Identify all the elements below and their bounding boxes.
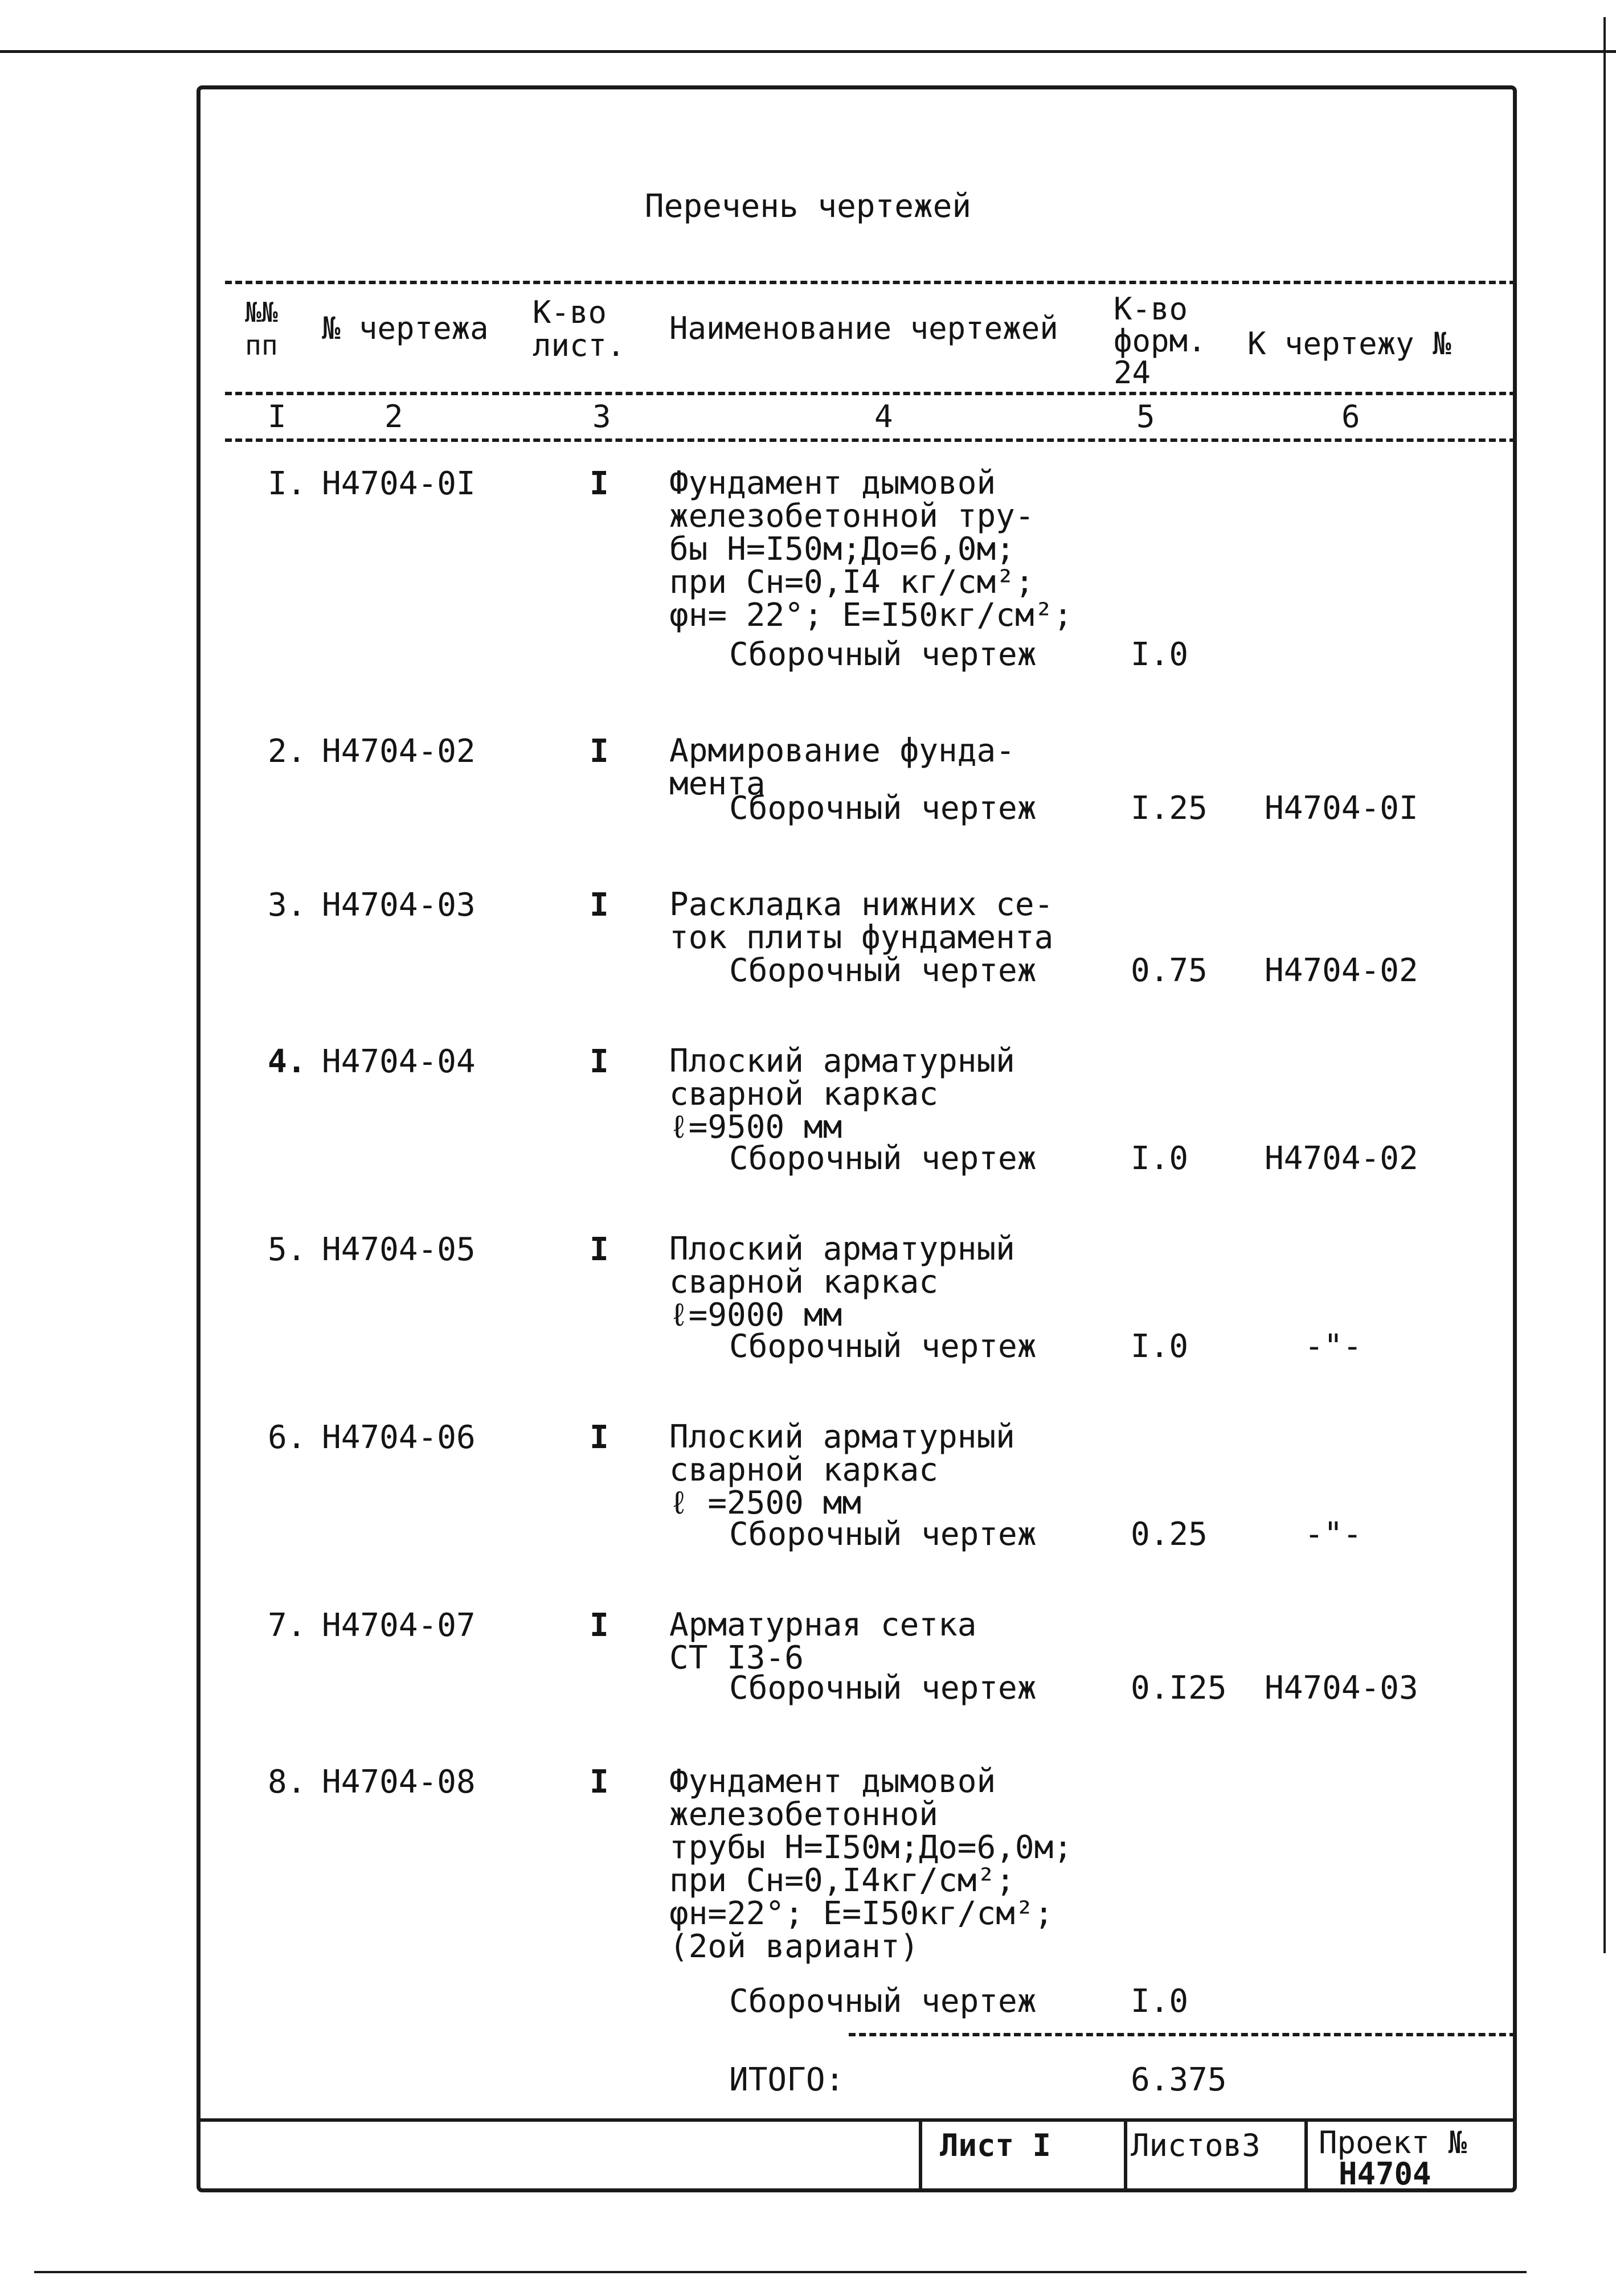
entry-number: I. xyxy=(268,465,306,502)
entry-format-count: I.25 xyxy=(1131,790,1208,827)
header-rule-bottom xyxy=(225,438,1516,442)
entry-sheet-count: I xyxy=(590,1607,609,1644)
entry-assembly-label: Сборочный чертеж xyxy=(729,952,1037,989)
entry-number: 5. xyxy=(268,1231,306,1268)
entry-assembly-label: Сборочный чертеж xyxy=(729,1983,1037,2020)
entry-drawing-name: Армирование фунда- мента xyxy=(669,732,1015,802)
stamp-project-code: Н4704 xyxy=(1339,2156,1431,2192)
entry-sheet-count: I xyxy=(590,1043,609,1080)
entry-assembly-label: Сборочный чертеж xyxy=(729,1670,1037,1707)
entry-assembly-label: Сборочный чертеж xyxy=(729,790,1037,827)
entry-drawing-code: Н4704-02 xyxy=(322,733,476,770)
column-number-4: 4 xyxy=(874,399,893,434)
entry-format-count: I.0 xyxy=(1131,636,1189,673)
entry-drawing-code: Н4704-06 xyxy=(322,1419,476,1456)
entry-reference: -"- xyxy=(1304,1328,1363,1365)
entry-sheet-count: I xyxy=(590,465,609,502)
entry-sheet-count: I xyxy=(590,1419,609,1456)
entry-number: 8. xyxy=(268,1764,306,1801)
entry-sheet-count: I xyxy=(590,1764,609,1801)
header-rule-top xyxy=(225,281,1516,284)
entry-number: 4. xyxy=(268,1043,306,1080)
entry-drawing-code: Н4704-03 xyxy=(322,887,476,924)
entry-format-count: I.0 xyxy=(1131,1983,1189,2020)
entry-format-count: 0.I25 xyxy=(1131,1670,1227,1707)
entry-reference: Н4704-0I xyxy=(1265,790,1418,827)
entry-assembly-label: Сборочный чертеж xyxy=(729,1328,1037,1365)
entry-drawing-name: Фундамент дымовой железобетонной тру- бы Н=I50м;До=6,0м; при Сн=0,I4 кг/см²; φн= 22°; Е=I50кг/см²; xyxy=(669,465,1073,634)
entry-number: 2. xyxy=(268,733,306,770)
total-label: ИТОГО: xyxy=(729,2061,845,2098)
entry-drawing-name: Фундамент дымовой железобетонной трубы Н=I50м;До=6,0м; при Сн=0,I4кг/см²; φн=22°; Е=I50кг/см²; (2ой вариант) xyxy=(669,1763,1073,1965)
column-number-2: 2 xyxy=(384,399,403,434)
entry-drawing-code: Н4704-05 xyxy=(322,1231,476,1268)
stamp-divider-2 xyxy=(1124,2118,1127,2191)
entry-assembly-label: Сборочный чертеж xyxy=(729,1516,1037,1553)
total-value: 6.375 xyxy=(1131,2061,1227,2098)
entry-drawing-name: Плоский арматурный сварной каркас ℓ=9000 мм xyxy=(669,1231,1015,1334)
stamp-rule xyxy=(197,2118,1517,2122)
entry-sheet-count: I xyxy=(590,1231,609,1268)
entry-reference: Н4704-02 xyxy=(1265,952,1418,989)
entry-sheet-count: I xyxy=(590,733,609,770)
entry-drawing-name: Плоский арматурный сварной каркас ℓ=9500 мм xyxy=(669,1043,1015,1146)
header-col-drawing-no: № чертежа xyxy=(322,310,489,346)
entry-sheet-count: I xyxy=(590,887,609,924)
stamp-divider-1 xyxy=(919,2118,922,2191)
header-col-name: Наименование чертежей xyxy=(669,310,1058,346)
column-number-1: I xyxy=(268,399,287,434)
entry-number: 3. xyxy=(268,887,306,924)
column-number-6: 6 xyxy=(1341,399,1360,434)
entry-format-count: I.0 xyxy=(1131,1140,1189,1177)
header-col-sheets: К-во лист. xyxy=(533,294,625,363)
page-title: Перечень чертежей xyxy=(644,188,972,225)
header-col-number: №№ пп xyxy=(245,297,278,362)
entry-drawing-code: Н4704-0I xyxy=(322,465,476,502)
entry-number: 6. xyxy=(268,1419,306,1456)
entry-assembly-label: Сборочный чертеж xyxy=(729,1140,1037,1177)
entry-reference: Н4704-03 xyxy=(1265,1670,1418,1707)
entry-reference: Н4704-02 xyxy=(1265,1140,1418,1177)
header-rule-mid xyxy=(225,392,1516,395)
outer-border-bottom xyxy=(34,2271,1527,2273)
outer-border-right xyxy=(1603,17,1606,1953)
header-col-ref: К чертежу № xyxy=(1247,326,1451,362)
entry-drawing-code: Н4704-07 xyxy=(322,1607,476,1644)
entry-assembly-label: Сборочный чертеж xyxy=(729,636,1037,673)
header-col-formats: К-во форм. 24 xyxy=(1114,291,1206,391)
stamp-sheet-total: Листов3 xyxy=(1131,2127,1261,2163)
entry-drawing-name: Арматурная сетка СТ I3-6 xyxy=(669,1606,977,1676)
column-number-5: 5 xyxy=(1136,399,1155,434)
outer-border-top xyxy=(0,50,1616,53)
entry-format-count: 0.25 xyxy=(1131,1516,1208,1553)
entry-drawing-code: Н4704-04 xyxy=(322,1043,476,1080)
entry-drawing-name: Раскладка нижних се- ток плиты фундамента xyxy=(669,886,1054,956)
column-number-3: 3 xyxy=(592,399,611,434)
entry-format-count: I.0 xyxy=(1131,1328,1189,1365)
stamp-divider-3 xyxy=(1304,2118,1308,2191)
entry-format-count: 0.75 xyxy=(1131,952,1208,989)
stamp-sheet-number: Лист I xyxy=(940,2127,1052,2163)
entry-drawing-code: Н4704-08 xyxy=(322,1764,476,1801)
total-rule xyxy=(849,2033,1516,2036)
stamp-project-label: Проект № xyxy=(1319,2125,1467,2160)
entry-drawing-name: Плоский арматурный сварной каркас ℓ =2500 мм xyxy=(669,1418,1015,1522)
entry-number: 7. xyxy=(268,1607,306,1644)
entry-reference: -"- xyxy=(1304,1516,1363,1553)
